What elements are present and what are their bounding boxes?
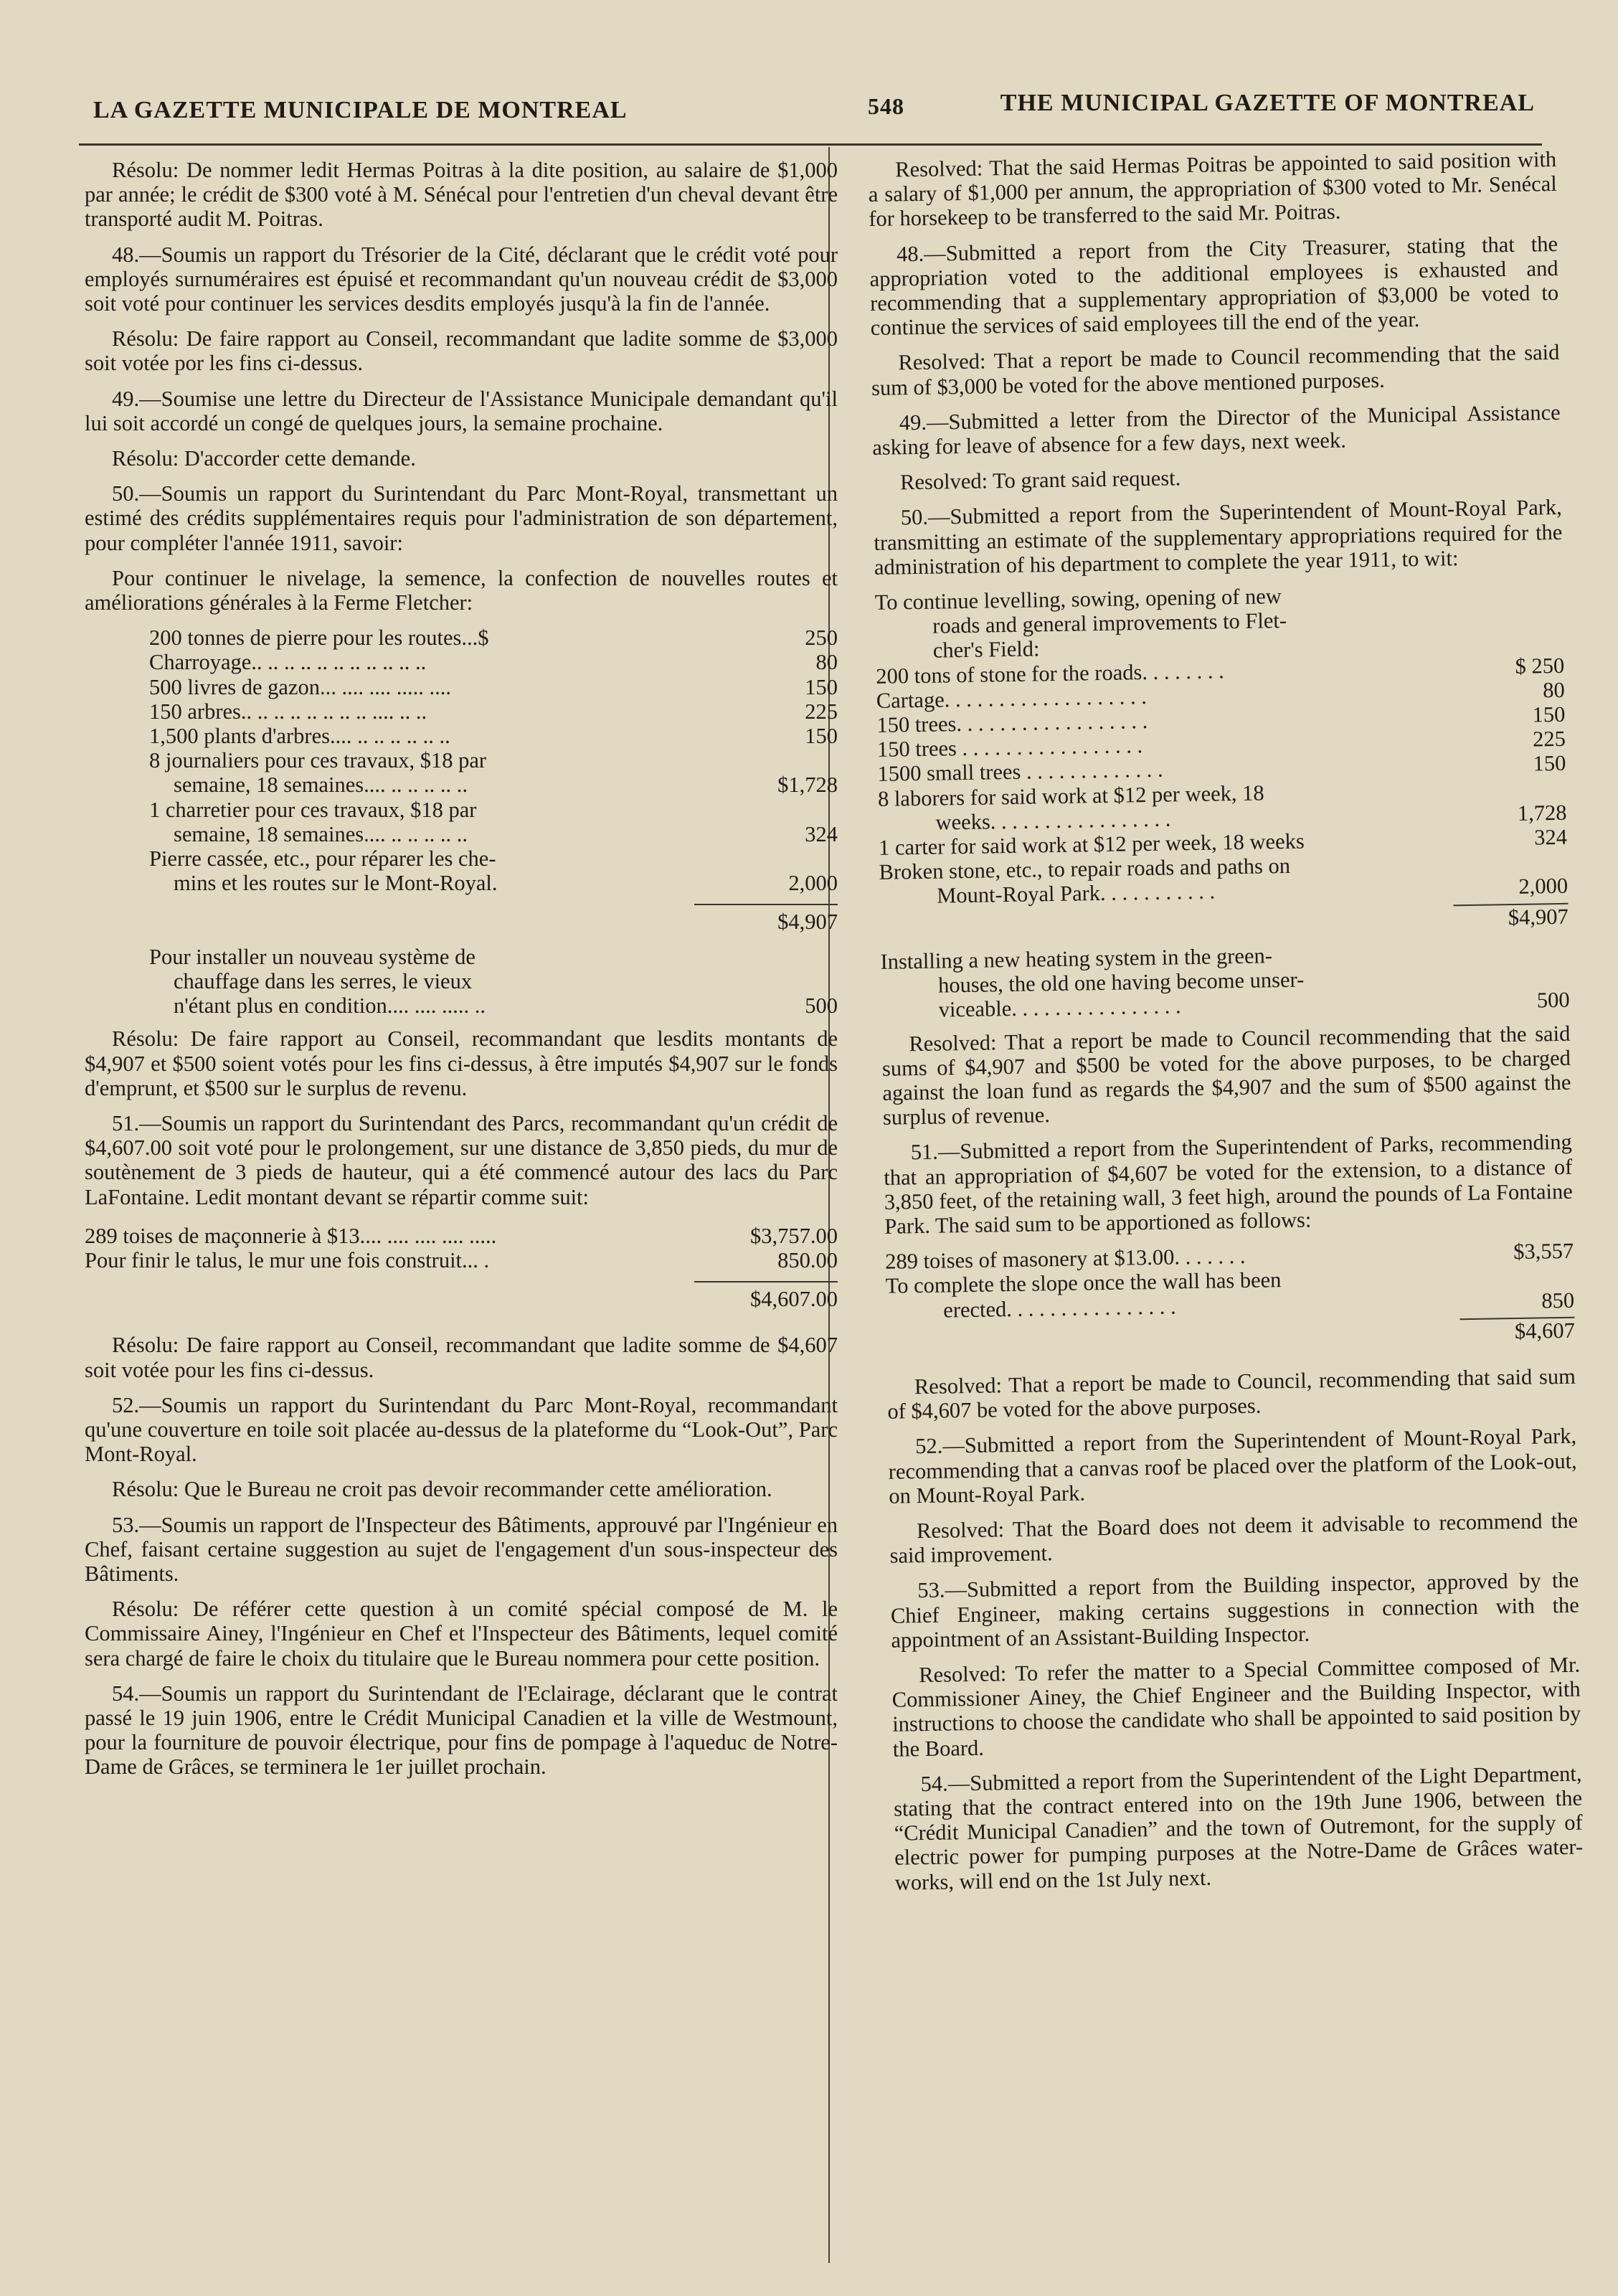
list-item: Pour installer un nouveau système de chauffage dans les serres, le vieux n'étant plus en condition.... .... ..... .. 500 — [149, 944, 838, 1019]
paragraph: 48.—Soumis un rapport du Trésorier de la Cité, déclarant que le crédit voté pour employés surnuméraires est épuisé et recommandant qu'un nouveau crédit de $3,000 soit voté pour continuer les services desdits employés jusqu'à la fin de l'année. — [85, 242, 838, 316]
list-item: 200 tons of stone for the roads. . . . . . . . $ 250 — [876, 653, 1565, 689]
list-item: To continue levelling, sowing, opening of new roads and general improvements to Flet- cher's Field: — [874, 584, 1287, 663]
paragraph: Resolved: That a report be made to Council recommending that the said sum of $3,000 be voted for the above mentioned purposes. — [871, 340, 1560, 400]
list-item: 1 charretier pour ces travaux, $18 par semaine, 18 semaines.... .. .. .. .. .. 324 — [149, 797, 838, 846]
list-item: 1 carter for said work at $12 per week, 18 weeks 324 — [878, 824, 1568, 860]
list-item: Cartage. . . . . . . . . . . . . . . . . . . 80 — [876, 677, 1566, 713]
list-item: Charroyage.. .. .. .. .. .. .. .. .. .. .. 80 — [149, 650, 838, 675]
paragraph: 54.—Submitted a report from the Superintendent of the Light Department, stating that the contract entered into on the 19th June 1906, between the “Crédit Municipal Canadien” and the town of Outremont, for the supply of electric power for pumping purposes at the Notre-Dame de Grâces water-works, will end on the 1st July next. — [893, 1761, 1584, 1895]
paragraph: 54.—Soumis un rapport du Surintendant de l'Eclairage, déclarant que le contrat passé le 19 juin 1906, entre le Crédit Municipal Canadien et la ville de Westmount, pour la fourniture de pouvoir électrique, pour fins de pompage à l'aqueduc de Notre-Dame de Grâces, se terminera le 1er juillet prochain. — [85, 1681, 838, 1780]
paragraph: Resolved: That the Board does not deem it advisable to recommend the said improvement. — [889, 1508, 1579, 1568]
paragraph: 52.—Soumis un rapport du Surintendant du Parc Mont-Royal, recommandant qu'une couverture en toile soit placée au-dessus de la plateforme du “Look-Out”, Parc Mont-Royal. — [85, 1392, 838, 1467]
list-item: 150 arbres.. .. .. .. .. .. .. .. .... .. .. 225 — [149, 699, 838, 724]
paragraph: Résolu: Que le Bureau ne croit pas devoir recommander cette amélioration. — [112, 1477, 772, 1502]
list-item: 150 trees. . . . . . . . . . . . . . . . . . 150 — [876, 701, 1566, 737]
masonry-list — [885, 1239, 1575, 1353]
paragraph: Résolu: De faire rapport au Conseil, recommandant que lesdits montants de $4,907 et $500 soient votés pour les fins ci-dessus, à être imputés $4,907 sur le fonds d'emprunt, et $500 sur le surplus de revenu. — [85, 1026, 838, 1100]
sum-rule — [85, 1281, 838, 1282]
page-header — [93, 90, 1535, 133]
heating-item — [85, 945, 838, 1019]
paragraph: 51.—Submitted a report from the Superintendent of Parks, recommending that an appropriation of $4,607 be voted for the extension, to a distance of 3,850 feet, of the retaining wall, 3 feet high, around the pounds of La Fontaine Park. The said sum to be apportioned as follows: — [884, 1130, 1574, 1239]
paragraph: Resolved: That the said Hermas Poitras be appointed to said position with a salary of $1,000 per annum, the appropriation of $300 voted to Mr. Senécal for horsekeep to be transferred to the said Mr. Poitras. — [868, 146, 1557, 232]
paragraph: 50.—Submitted a report from the Superintendent of Mount-Royal Park, transmitting an estimate of the supplementary appropriations required for the administration of his department to complete the year 1911, to wit: — [874, 495, 1563, 580]
french-column — [85, 158, 838, 1790]
paragraph: 49.—Soumise une lettre du Directeur de l'Assistance Municipale demandant qu'il lui soit accordé un congé de quelques jours, la semaine prochaine. — [85, 386, 838, 435]
sum-rule — [85, 904, 838, 905]
list-item: 8 journaliers pour ces travaux, $18 par semaine, 18 semaines.... .. .. .. .. .. $1,728 — [149, 748, 838, 798]
list-item: 200 tonnes de pierre pour les routes...$ 250 — [149, 625, 838, 651]
list-item: Broken stone, etc., to repair roads and paths on Mount-Royal Park. . . . . . . . . . . 2,000 — [879, 854, 1569, 909]
header-english-title: THE MUNICIPAL GAZETTE OF MONTREAL — [1000, 90, 1535, 116]
estimate-total: $4,907 — [777, 910, 838, 935]
masonry-list — [85, 1224, 838, 1272]
list-item: Pierre cassée, etc., pour réparer les che- mins et les routes sur le Mont-Royal. 2,000 — [149, 846, 838, 896]
paragraph: Résolu: D'accorder cette demande. — [112, 446, 416, 471]
paragraph: 48.—Submitted a report from the City Treasurer, stating that the appropriation voted to the additional employees is exhausted and recommending that a supplementary appropriation of $3,000 be voted to continue the services of said employees till the end of the year. — [869, 231, 1559, 341]
estimate-list — [85, 625, 838, 895]
paragraph: 51.—Soumis un rapport du Surintendant des Parcs, recommandant qu'un crédit de $4,607.00 soit voté pour le prolongement, sur une distance de 3,850 pieds, du mur de soutènement de 3 pieds de hauteur, qui a été commencé autour des lacs du Parc LaFontaine. Ledit montant devant se répartir comme suit: — [85, 1110, 838, 1209]
paragraph: Résolu: De faire rapport au Conseil, recommandant que ladite somme de $3,000 soit votée por les fins ci-dessus. — [85, 326, 838, 376]
paragraph: 50.—Soumis un rapport du Surintendant du Parc Mont-Royal, transmettant un estimé des crédits supplémentaires requis pour l'administration de son département, pour compléter l'année 1911, savoir: — [85, 481, 838, 555]
header-french-title: LA GAZETTE MUNICIPALE DE MONTREAL — [93, 97, 628, 123]
masonry-total: $4,607 — [1514, 1318, 1576, 1343]
estimate-list — [874, 580, 1569, 940]
list-item: 1,500 plants d'arbres.... .. .. .. .. .. .. 150 — [149, 724, 838, 749]
paragraph: Resolved: That a report be made to Council recommending that the said sums of $4,907 and $500 be voted for the above purposes, to be charged against the loan fund as regards the $4,907 and the sum of $500 against the surplus of revenue. — [881, 1021, 1571, 1130]
paragraph: Pour continuer le nivelage, la semence, la confection de nouvelles routes et améliorations générales à la Ferme Fletcher: — [85, 565, 838, 615]
list-item: 289 toises of masonery at $13.00. . . . . . . $3,557 — [884, 1238, 1574, 1274]
paragraph: Résolu: De faire rapport au Conseil, recommandant que ladite somme de $4,607 soit votée pour les fins ci-dessus. — [85, 1333, 838, 1382]
list-item: To complete the slope once the wall has been erected. . . . . . . . . . . . . . . . 850 — [885, 1267, 1575, 1323]
list-item: 8 laborers for said work at $12 per week, 18 weeks. . . . . . . . . . . . . . . . . 1,728 — [877, 780, 1567, 835]
estimate-total: $4,907 — [1508, 904, 1569, 930]
paragraph: 49.—Submitted a letter from the Director of the Municipal Assistance asking for leave of absence for a few days, next week. — [872, 400, 1561, 460]
page-number: 548 — [868, 93, 904, 119]
paragraph: Résolu: De nommer ledit Hermas Poitras à la dite position, au salaire de $1,000 par année; le crédit de $300 voté à M. Sénécal pour l'entretien d'un cheval devant être transporté audit M. Poitras. — [85, 158, 838, 232]
list-item: Pour finir le talus, le mur une fois construit... . 850.00 — [85, 1247, 838, 1272]
paragraph: Resolved: That a report be made to Council, recommending that said sum of $4,607 be voted for the above purposes. — [887, 1364, 1576, 1424]
english-column — [868, 147, 1584, 1906]
list-item: 150 trees . . . . . . . . . . . . . . . . . 225 — [876, 727, 1566, 762]
masonry-total: $4,607.00 — [750, 1287, 838, 1312]
list-item: 1500 small trees . . . . . . . . . . . . . 150 — [877, 751, 1566, 787]
heating-item — [880, 939, 1569, 1024]
paragraph: 53.—Soumis un rapport de l'Inspecteur des Bâtiments, approuvé par l'Ingénieur en Chef, faisant certaine suggestion au sujet de l'engagement d'un sous-inspecteur des Bâtiments. — [85, 1512, 838, 1586]
list-item: Installing a new heating system in the green- houses, the old one having become unser- viceable. . . . . . . . . . . . . . . . 500 — [880, 943, 1570, 1022]
paragraph: 52.—Submitted a report from the Superintendent of Mount-Royal Park, recommending that a canvas roof be placed over the platform of the Look-out, on Mount-Royal Park. — [888, 1424, 1577, 1508]
paragraph: Resolved: To refer the matter to a Special Committee composed of Mr. Commissioner Ainey, the Chief Engineer and the Building Inspector, with instructions to choose the candidate who shall be appointed to said position by the Board. — [891, 1652, 1581, 1762]
paragraph: Résolu: De référer cette question à un comité spécial composé de M. le Commissaire Ainey, l'Ingénieur en Chef et l'Inspecteur des Bâtiments, lequel comité sera chargé de faire le choix du titulaire que le Bureau nommera pour cette position. — [85, 1597, 838, 1671]
list-item: 500 livres de gazon... .... .... ..... .... 150 — [149, 674, 838, 699]
paragraph: Resolved: To grant said request. — [899, 466, 1181, 495]
list-item: 289 toises de maçonnerie à $13.... .... .... .... ..... $3,757.00 — [85, 1223, 838, 1248]
paragraph: 53.—Submitted a report from the Building inspector, approved by the Chief Engineer, making certains suggestions in connection with the appointment of an Assistant-Building Inspector. — [890, 1568, 1580, 1653]
header-rule — [79, 143, 1542, 146]
